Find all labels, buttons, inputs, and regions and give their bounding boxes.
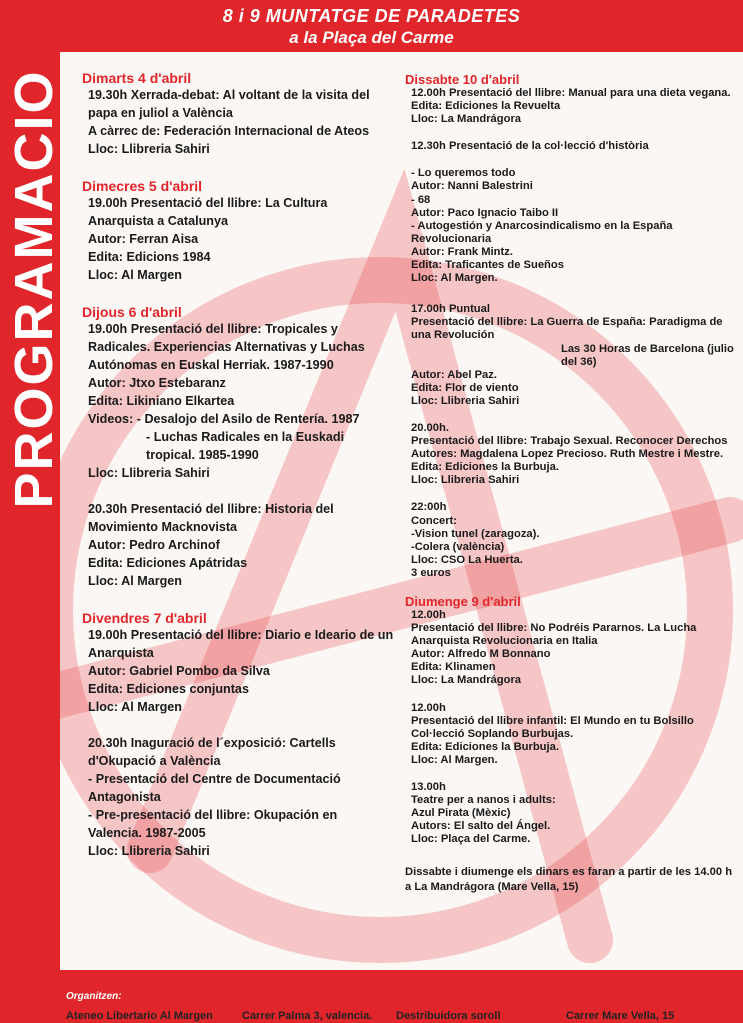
event-line: Lloc: Al Margen <box>88 268 182 282</box>
event-line: A càrrec de: Federación Internacional de Ateos <box>88 124 370 138</box>
event-line: Lloc: Llibreria Sahiri <box>411 394 520 407</box>
event <box>88 500 394 590</box>
event-line: 22:00h <box>411 501 447 514</box>
header-title: 8 i 9 MUNTATGE DE PARADETES <box>222 6 521 26</box>
event-line: Presentació del llibre: No Podréis Pararnos. La Lucha Anarquista Revolucionaria en Italia <box>411 622 697 648</box>
event-line: Lloc: Llibreria Sahiri <box>88 142 210 156</box>
event-line: - Lo queremos todo <box>411 167 516 180</box>
event-line: Lloc: Al Margen <box>88 574 182 588</box>
event-line: Azul Pirata (Mèxic) <box>411 807 511 820</box>
event <box>88 734 394 860</box>
event-line: Edita: Flor de viento <box>411 381 519 394</box>
event-line: 19.00h Presentació del llibre: Diario e Ideario de un Anarquista <box>88 628 394 660</box>
event-line: Autor: Abel Paz. <box>411 368 497 381</box>
event-line: - Presentació del Centre de Documentació Antagonista <box>88 772 341 804</box>
event <box>411 781 735 846</box>
event-line: - Luchas Radicales en la Euskadi tropical. 1985-1990 <box>146 430 345 462</box>
event-line: Las 30 Horas de Barcelona (julio del 36) <box>561 342 734 368</box>
event-line: Edita: Likiniano Elkartea <box>88 394 235 408</box>
event <box>411 702 735 767</box>
event-line: 20.00h. <box>411 421 449 434</box>
event-line: 3 euros <box>411 566 451 579</box>
event-line: Autor: Pedro Archinof <box>88 538 220 552</box>
event-line: 12.30h Presentació de la col·lecció d'història <box>411 140 649 153</box>
event-line: Autor: Frank Mintz. <box>411 245 513 258</box>
event-line: Presentació del llibre: La Guerra de España: Paradigma de una Revolución <box>411 316 723 342</box>
event-line: Edita: Klinamen <box>411 661 496 674</box>
event <box>88 320 394 482</box>
event-line: -Colera (valència) <box>411 540 505 553</box>
event <box>88 86 394 158</box>
event-line: Lloc: Llibreria Sahiri <box>88 844 210 858</box>
event-line: Lloc: Al Margen. <box>411 272 498 285</box>
organizer-name: Ateneo Libertario Al Margen <box>66 1010 213 1022</box>
day-heading: Divendres 7 d'abril <box>82 610 207 626</box>
event-line: 13.00h <box>411 781 446 794</box>
day-heading: Diumenge 9 d'abril <box>405 594 521 609</box>
event-line: Lloc: Al Margen <box>88 700 182 714</box>
event-line: Edita: Ediciones la Revuelta <box>411 100 561 113</box>
organizer-address: Carrer Palma 3, valencia. <box>242 1010 373 1022</box>
event-line: 19.30h Xerrada-debat: Al voltant de la visita del papa en juliol a València <box>88 88 370 120</box>
organizers-row <box>66 1010 736 1023</box>
left-column <box>82 70 394 860</box>
event <box>411 87 735 126</box>
day-heading: Dimarts 4 d'abril <box>82 70 192 86</box>
header-band <box>0 0 743 52</box>
organizer-name: Destribuidora soroll <box>396 1010 501 1022</box>
event-line: 12.00h <box>411 609 446 621</box>
lunch-note: Dissabte i diumenge els dinars es faran a partir de les 14.00 h a La Mandrágora (Mare Vella, 15) <box>405 865 733 893</box>
event-line: Presentació del llibre: Trabajo Sexual. Reconocer Derechos <box>411 435 728 448</box>
event <box>411 501 735 580</box>
event-line: 20.30h Presentació del llibre: Historia del Movimiento Macknovista <box>88 502 334 534</box>
event-line: -Vision tunel (zaragoza). <box>411 527 540 540</box>
event-line: Autor: Gabriel Pombo da Silva <box>88 664 270 678</box>
event-line: 19.00h Presentació del llibre: La Cultura Anarquista a Catalunya <box>88 196 328 228</box>
event-line: Presentació del llibre infantil: El Mundo en tu Bolsillo <box>411 714 694 727</box>
event-line: Lloc: Llibreria Sahiri <box>411 474 520 487</box>
programacio-title: PROGRAMACIO <box>4 69 64 509</box>
event-line: Autors: El salto del Ángel. <box>411 820 551 833</box>
day-heading: Dimecres 5 d'abril <box>82 178 203 194</box>
event-line: - Pre-presentació del llibre: Okupación en Valencia. 1987-2005 <box>88 808 338 840</box>
event-line: Edita: Edicions 1984 <box>88 250 211 264</box>
event-line: 19.00h Presentació del llibre: Tropicales y Radicales. Experiencias Alternativas y Luchas Autónomas en Euskal Herriak. 1987-1990 <box>88 322 365 372</box>
event <box>411 303 735 408</box>
event <box>411 422 735 487</box>
event-line: Autor: Paco Ignacio Taibo II <box>411 206 559 219</box>
event-line: Autor: Jtxo Estebaranz <box>88 376 226 390</box>
event-line: 12.00h <box>411 701 446 714</box>
event-line: Col·lecció Soplando Burbujas. <box>411 727 574 740</box>
event-line: - Autogestión y Anarcosindicalismo en la España Revolucionaria <box>411 219 673 245</box>
event-line: 20.30h Inaguració de l´exposició: Cartells d'Okupació a València <box>88 736 336 768</box>
event <box>88 194 394 284</box>
event-line: Videos: - Desalojo del Asilo de Rentería. 1987 <box>88 412 360 426</box>
event-line: Lloc: Llibreria Sahiri <box>88 466 210 480</box>
event-line: Concert: <box>411 514 457 527</box>
event-line: - 68 <box>411 193 431 206</box>
event-line: Lloc: Plaça del Carme. <box>411 833 531 846</box>
event-line: Lloc: La Mandrágora <box>411 674 522 687</box>
organizer-address: Carrer Mare Vella, 15 <box>566 1010 675 1022</box>
event <box>411 167 735 285</box>
event <box>88 626 394 716</box>
event-line: Lloc: Al Margen. <box>411 753 498 766</box>
event-line: Edita: Ediciones conjuntas <box>88 682 249 696</box>
right-column <box>405 72 735 895</box>
event-line: 17.00h Puntual <box>411 303 490 316</box>
header-subtitle: a la Plaça del Carme <box>289 28 454 47</box>
event-line: Autor: Alfredo M Bonnano <box>411 648 551 661</box>
event-line: Edita: Ediciones la Burbuja. <box>411 740 559 753</box>
day-heading: Dijous 6 d'abril <box>82 304 182 320</box>
organizers-label: Organitzen: <box>66 991 122 1002</box>
event-line: Autor: Nanni Balestrini <box>411 180 533 193</box>
day-heading: Dissabte 10 d'abril <box>405 72 520 87</box>
event-line: Teatre per a nanos i adults: <box>411 794 556 807</box>
event <box>411 609 735 688</box>
event-line: 12.00h Presentació del llibre: Manual para una dieta vegana. <box>411 87 731 99</box>
event-line: Edita: Ediciones la Burbuja. <box>411 461 559 474</box>
event-line: Autores: Magdalena Lopez Precioso. Ruth Mestre i Mestre. <box>411 448 724 461</box>
event-line: Autor: Ferran Aisa <box>88 232 199 246</box>
event-line: Edita: Traficantes de Sueños <box>411 259 564 272</box>
event <box>411 140 735 153</box>
event-line: Lloc: La Mandrágora <box>411 113 522 126</box>
event-line: Lloc: CSO La Huerta. <box>411 553 523 566</box>
event-line: Edita: Ediciones Apátridas <box>88 556 248 570</box>
